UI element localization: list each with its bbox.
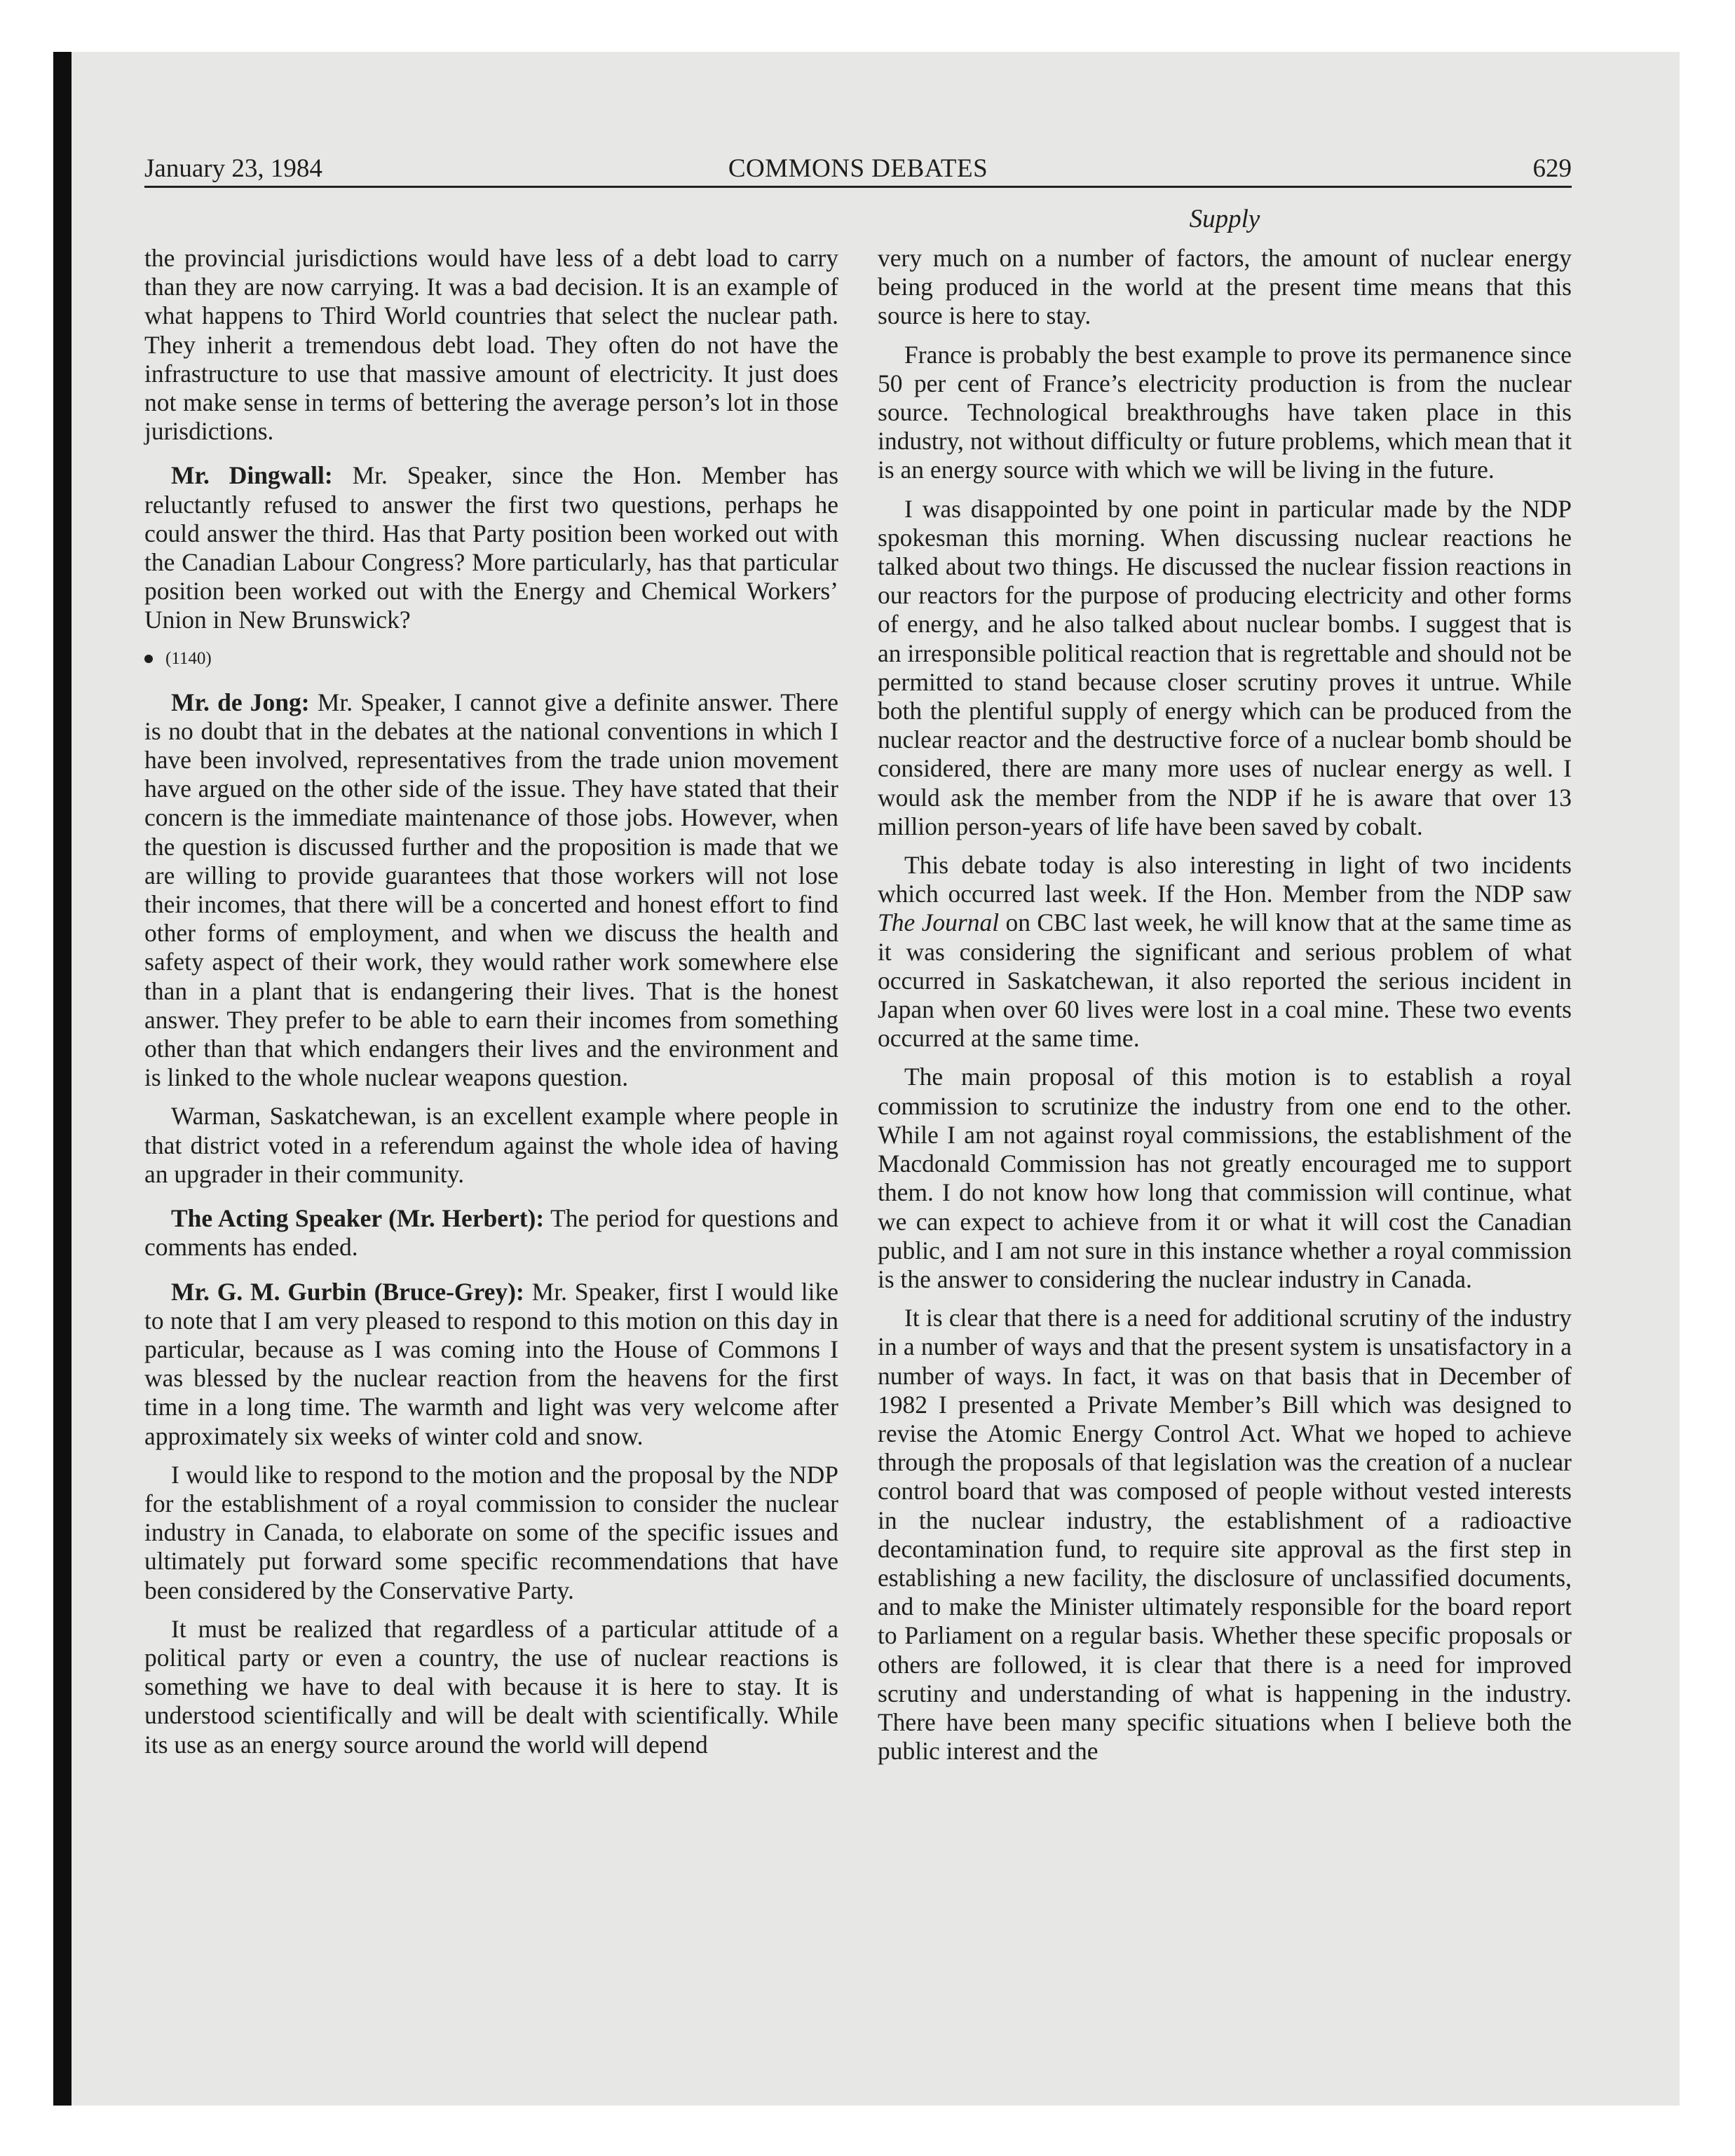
speech-de-jong <box>144 688 838 1093</box>
speaker-name: Mr. G. M. Gurbin (Bruce-Grey): <box>171 1277 524 1306</box>
speech-text: Mr. Speaker, I cannot give a definite answer. There is no doubt that in the debates at the national conventions in which I have been involved, representatives from the trade union movement have argued on the other side of the issue. They have stated that their concern is the immediate maintenance of those jobs. However, when the question is discussed further and the proposition is made that we are willing to provide guarantees that those workers will not lose their incomes, that there will be a concerted and honest effort to find other forms of employment, and when we discuss the health and safety aspect of their work, they would rather work somewhere else than in a plant that is endangering their lives. That is the honest answer. They prefer to be able to earn their incomes from something other than that which endangers their lives and the environment and is linked to the whole nuclear weapons question. <box>144 688 839 1092</box>
text-run: on CBC last week, he will know that at the same time as it was considering the significant and serious problem of what occurred in Saskatchewan, it also reported the serious incident in Japan when over 60 lives were lost in a coal mine. These two events occurred at the same time. <box>878 908 1572 1053</box>
header-title: COMMONS DEBATES <box>728 154 988 183</box>
scan-edge-shadow <box>53 52 72 2106</box>
right-column <box>878 244 1572 1905</box>
speaker-name: Mr. Dingwall: <box>171 461 333 490</box>
paragraph: very much on a number of factors, the amount of nuclear energy being produced in the world at the present time means that this source is here to stay. <box>878 244 1572 330</box>
paragraph: I was disappointed by one point in particular made by the NDP spokesman this morning. When discussing nuclear reactions he talked about two things. He discussed the nuclear fission reactions in our reactors for the purpose of producing electricity and other forms of energy, and he also talked about nuclear bombs. I suggest that is an irresponsible political reaction that is regrettable and should not be permitted to stand because closer scrutiny proves it untrue. While both the plentiful supply of energy which can be produced from the nuclear reactor and the destructive force of a nuclear bomb should be considered, there are many more uses of nuclear energy as well. I would ask the member from the NDP if he is aware that over 13 million person-years of life have been saved by cobalt. <box>878 494 1572 840</box>
running-header <box>144 153 1572 186</box>
time-marker <box>144 648 838 670</box>
speaker-name: The Acting Speaker (Mr. Herbert): <box>171 1204 545 1233</box>
paragraph: the provincial jurisdictions would have less of a debt load to carry than they are now carrying. It was a bad decision. It is an example of what happens to Third World countries that select the nuclear path. They inherit a tremendous debt load. They often do not have the infrastructure to use that massive amount of electricity. It just does not make sense in terms of bettering the average person’s lot in those jurisdictions. <box>144 244 838 446</box>
header-rule <box>144 186 1572 188</box>
paragraph: The main proposal of this motion is to establish a royal commission to scrutinize the industry from one end to the other. While I am not against royal commissions, the establishment of the Macdonald Commission has not greatly encouraged me to support them. I do not know how long that commission will continue, what we can expect to achieve from it or what it will cost the Canadian public, and I am not sure in this instance whether a royal commission is the answer to considering the nuclear industry in Canada. <box>878 1063 1572 1293</box>
paragraph: I would like to respond to the motion and the proposal by the NDP for the establishment of a royal commission to consider the nuclear industry in Canada, to elaborate on some of the specific issues and ultimately put forward some specific recommendations that have been considered by the Conservative Party. <box>144 1460 838 1604</box>
paragraph: It is clear that there is a need for additional scrutiny of the industry in a number of ways and that the present system is unsatisfactory in a number of ways. In fact, it was on that basis that in December of 1982 I presented a Private Member’s Bill which was designed to revise the Atomic Energy Control Act. What we hoped to achieve through the proposals of that legislation was the creation of a nuclear control board that was composed of people without vested interests in the nuclear industry, the establishment of a radioactive decontamination fund, to require site approval as the first step in establishing a new facility, the disclosure of unclassified documents, and to make the Minister ultimately responsible for the board report to Parliament on a regular basis. Whether these specific proposals or others are followed, it is clear that there is a need for improved scrutiny and understanding of what is happening in the industry. There have been many specific situations when I believe both the public interest and the <box>878 1304 1572 1766</box>
speaker-name: Mr. de Jong: <box>171 688 310 716</box>
speech-text: Mr. Speaker, first I would like to note that I am very pleased to respond to this motion on this day in particular, because as I was coming into the House of Commons I was blessed by the nuclear reaction from the heavens for the first time in a long time. The warmth and light was very welcome after approximately six weeks of winter cold and snow. <box>144 1277 838 1450</box>
speech-dingwall <box>144 461 838 634</box>
page-number: 629 <box>1532 154 1572 183</box>
speech-text: The period for questions and comments has ended. <box>144 1204 838 1262</box>
header-date: January 23, 1984 <box>144 154 322 183</box>
program-title: The Journal <box>878 908 1000 937</box>
section-heading: Supply <box>1189 205 1260 233</box>
speech-acting-speaker <box>144 1204 838 1262</box>
time-marker-label: (1140) <box>165 648 212 668</box>
speech-gurbin <box>144 1278 838 1451</box>
left-column <box>144 244 838 1905</box>
paragraph: It must be realized that regardless of a particular attitude of a political party or even a country, the use of nuclear reactions is something we have to deal with because it is here to stay. It is understood scientifically and will be dealt with scientifically. While its use as an energy source around the world will depend <box>144 1614 838 1759</box>
paragraph: Warman, Saskatchewan, is an excellent example where people in that district voted in a referendum against the whole idea of having an upgrader in their community. <box>144 1102 838 1188</box>
paragraph: France is probably the best example to prove its permanence since 50 per cent of France’s electricity production is from the nuclear source. Technological breakthroughs have taken place in this industry, not without difficulty or future problems, which mean that it is an energy source with which we will be living in the future. <box>878 340 1572 484</box>
paragraph <box>878 851 1572 1053</box>
bullet-icon <box>144 655 153 663</box>
speech-text: Mr. Speaker, since the Hon. Member has reluctantly refused to answer the first two questions, perhaps he could answer the third. Has that Party position been worked out with the Canadian Labour Congress? More particularly, has that particular position been worked out with the Energy and Chemical Workers’ Union in New Brunswick? <box>144 461 839 634</box>
text-run: This debate today is also interesting in light of two incidents which occurred last week. If the Hon. Member from the NDP saw <box>878 851 1572 908</box>
